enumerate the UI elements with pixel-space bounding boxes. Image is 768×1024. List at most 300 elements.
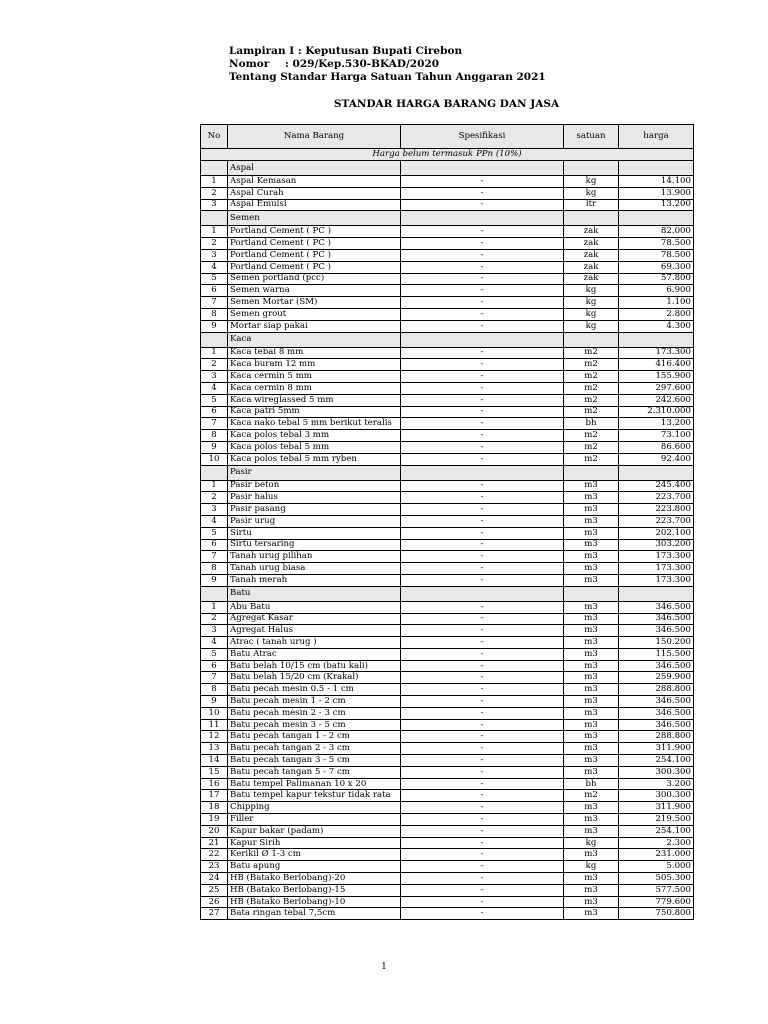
item-name: Batu pecah mesin 0.5 - 1 cm <box>228 684 401 696</box>
item-unit: m3 <box>564 563 619 575</box>
category-name: Semen <box>228 211 401 226</box>
item-spec: - <box>401 297 564 309</box>
item-unit: m3 <box>564 613 619 625</box>
item-unit: m3 <box>564 660 619 672</box>
item-price: 13.900 <box>619 187 694 199</box>
item-unit: m3 <box>564 766 619 778</box>
category-cell <box>201 586 228 601</box>
table-row <box>201 873 694 885</box>
item-price: 1.100 <box>619 297 694 309</box>
item-no: 1 <box>201 347 228 359</box>
item-unit: m2 <box>564 371 619 383</box>
item-no: 9 <box>201 574 228 586</box>
item-spec: - <box>401 371 564 383</box>
item-unit: zak <box>564 249 619 261</box>
table-row <box>201 637 694 649</box>
item-price: 5.000 <box>619 861 694 873</box>
item-price: 13.200 <box>619 418 694 430</box>
item-name: Pasir pasang <box>228 504 401 516</box>
item-no: 10 <box>201 707 228 719</box>
table-row <box>201 480 694 492</box>
item-no: 6 <box>201 285 228 297</box>
item-name: Batu belah 15/20 cm (Krakal) <box>228 672 401 684</box>
item-name: Pasir beton <box>228 480 401 492</box>
item-name: Kaca tebal 8 mm <box>228 347 401 359</box>
item-spec: - <box>401 527 564 539</box>
item-spec: - <box>401 731 564 743</box>
item-spec: - <box>401 873 564 885</box>
item-name: Batu pecah mesin 1 - 2 cm <box>228 696 401 708</box>
item-unit: m3 <box>564 849 619 861</box>
item-price: 2.300 <box>619 837 694 849</box>
item-unit: m2 <box>564 430 619 442</box>
item-price: 155.900 <box>619 371 694 383</box>
item-name: Semen portland (pcc) <box>228 273 401 285</box>
table-row <box>201 527 694 539</box>
item-no: 11 <box>201 719 228 731</box>
item-spec: - <box>401 637 564 649</box>
item-unit: m3 <box>564 896 619 908</box>
item-spec: - <box>401 908 564 920</box>
item-name: Kaca cermin 8 mm <box>228 382 401 394</box>
category-name: Pasir <box>228 465 401 480</box>
item-price: 78.500 <box>619 249 694 261</box>
item-no: 4 <box>201 382 228 394</box>
item-unit: kg <box>564 861 619 873</box>
item-name: Batu tempel Palimanan 10 x 20 <box>228 778 401 790</box>
item-price: 173.300 <box>619 551 694 563</box>
item-price: 242.600 <box>619 394 694 406</box>
category-cell <box>401 332 564 347</box>
item-name: Portland Cement ( PC ) <box>228 226 401 238</box>
item-price: 254.100 <box>619 825 694 837</box>
item-price: 346.500 <box>619 660 694 672</box>
table-row <box>201 492 694 504</box>
table-row <box>201 861 694 873</box>
item-spec: - <box>401 453 564 465</box>
item-name: Kaca polos tebal 5 mm ryben <box>228 453 401 465</box>
table-row <box>201 261 694 273</box>
item-no: 5 <box>201 527 228 539</box>
item-price: 346.500 <box>619 601 694 613</box>
item-no: 17 <box>201 790 228 802</box>
item-name: Batu pecah tangan 2 - 3 cm <box>228 743 401 755</box>
item-name: Portland Cement ( PC ) <box>228 261 401 273</box>
item-no: 5 <box>201 648 228 660</box>
item-name: Semen Mortar (SM) <box>228 297 401 309</box>
table-row <box>201 176 694 188</box>
item-no: 9 <box>201 696 228 708</box>
item-no: 9 <box>201 320 228 332</box>
table-row <box>201 696 694 708</box>
item-price: 2.800 <box>619 308 694 320</box>
table-row <box>201 539 694 551</box>
item-spec: - <box>401 441 564 453</box>
item-unit: m3 <box>564 802 619 814</box>
category-row <box>201 332 694 347</box>
item-spec: - <box>401 574 564 586</box>
item-name: Aspal Emulsi <box>228 199 401 211</box>
item-price: 173.300 <box>619 574 694 586</box>
table-row <box>201 672 694 684</box>
item-no: 8 <box>201 563 228 575</box>
tax-note: Harga belum termasuk PPn (10%) <box>201 149 694 161</box>
item-unit: m2 <box>564 441 619 453</box>
item-unit: kg <box>564 285 619 297</box>
item-unit: m3 <box>564 527 619 539</box>
item-name: Atrac ( tanah urug ) <box>228 637 401 649</box>
item-price: 346.500 <box>619 696 694 708</box>
item-spec: - <box>401 539 564 551</box>
item-spec: - <box>401 861 564 873</box>
item-price: 303.200 <box>619 539 694 551</box>
item-spec: - <box>401 515 564 527</box>
item-name: Kaca polos tebal 5 mm <box>228 441 401 453</box>
item-spec: - <box>401 719 564 731</box>
item-spec: - <box>401 684 564 696</box>
table-row <box>201 359 694 371</box>
item-price: 73.100 <box>619 430 694 442</box>
item-no: 7 <box>201 418 228 430</box>
item-name: Batu tempel kapur tekstur tidak rata <box>228 790 401 802</box>
table-row <box>201 371 694 383</box>
item-price: 173.300 <box>619 347 694 359</box>
item-spec: - <box>401 802 564 814</box>
item-unit: m3 <box>564 625 619 637</box>
item-spec: - <box>401 504 564 516</box>
item-spec: - <box>401 238 564 250</box>
item-unit: zak <box>564 226 619 238</box>
item-no: 1 <box>201 480 228 492</box>
table-row <box>201 574 694 586</box>
item-name: Kerikil Ø 1-3 cm <box>228 849 401 861</box>
item-no: 22 <box>201 849 228 861</box>
item-unit: zak <box>564 238 619 250</box>
table-row <box>201 802 694 814</box>
table-row <box>201 285 694 297</box>
table-row <box>201 187 694 199</box>
item-spec: - <box>401 884 564 896</box>
item-no: 10 <box>201 453 228 465</box>
item-name: Portland Cement ( PC ) <box>228 238 401 250</box>
item-unit: m2 <box>564 347 619 359</box>
item-name: Kaca cermin 5 mm <box>228 371 401 383</box>
category-cell <box>201 161 228 176</box>
item-unit: m3 <box>564 551 619 563</box>
table-row <box>201 347 694 359</box>
item-name: Batu pecah tangan 3 - 5 cm <box>228 755 401 767</box>
item-spec: - <box>401 707 564 719</box>
item-no: 16 <box>201 778 228 790</box>
item-unit: ltr <box>564 199 619 211</box>
item-price: 223.700 <box>619 515 694 527</box>
item-unit: m3 <box>564 492 619 504</box>
item-price: 115.500 <box>619 648 694 660</box>
item-price: 173.300 <box>619 563 694 575</box>
table-row <box>201 743 694 755</box>
table-row <box>201 563 694 575</box>
table-row <box>201 199 694 211</box>
item-no: 15 <box>201 766 228 778</box>
item-spec: - <box>401 672 564 684</box>
item-name: Batu pecah mesin 3 - 5 cm <box>228 719 401 731</box>
category-cell <box>401 211 564 226</box>
table-row <box>201 238 694 250</box>
item-no: 3 <box>201 625 228 637</box>
item-no: 20 <box>201 825 228 837</box>
item-no: 4 <box>201 261 228 273</box>
item-no: 7 <box>201 551 228 563</box>
item-price: 219.500 <box>619 814 694 826</box>
item-price: 346.500 <box>619 613 694 625</box>
item-unit: m3 <box>564 515 619 527</box>
item-price: 6.900 <box>619 285 694 297</box>
item-no: 4 <box>201 515 228 527</box>
table-row <box>201 778 694 790</box>
item-spec: - <box>401 896 564 908</box>
table-row <box>201 660 694 672</box>
item-name: Tanah urug biasa <box>228 563 401 575</box>
item-spec: - <box>401 563 564 575</box>
item-spec: - <box>401 814 564 826</box>
table-row <box>201 814 694 826</box>
category-row <box>201 586 694 601</box>
item-unit: m3 <box>564 814 619 826</box>
col-header-spec: Spesifikasi <box>401 125 564 149</box>
item-unit: zak <box>564 273 619 285</box>
item-no: 24 <box>201 873 228 885</box>
item-unit: m3 <box>564 884 619 896</box>
item-price: 13.200 <box>619 199 694 211</box>
item-no: 9 <box>201 441 228 453</box>
item-unit: m3 <box>564 480 619 492</box>
table-row <box>201 406 694 418</box>
item-name: Kapur Sirih <box>228 837 401 849</box>
item-name: HB (Batako Berlobang)-10 <box>228 896 401 908</box>
item-price: 92.400 <box>619 453 694 465</box>
item-unit: m3 <box>564 696 619 708</box>
category-cell <box>619 465 694 480</box>
item-price: 3.200 <box>619 778 694 790</box>
category-cell <box>564 211 619 226</box>
table-row <box>201 453 694 465</box>
item-no: 2 <box>201 613 228 625</box>
item-unit: m3 <box>564 637 619 649</box>
item-name: Aspal Curah <box>228 187 401 199</box>
item-spec: - <box>401 849 564 861</box>
item-no: 26 <box>201 896 228 908</box>
item-unit: m2 <box>564 453 619 465</box>
item-no: 2 <box>201 238 228 250</box>
table-row <box>201 908 694 920</box>
item-spec: - <box>401 320 564 332</box>
item-name: Semen warna <box>228 285 401 297</box>
item-no: 8 <box>201 430 228 442</box>
table-row <box>201 625 694 637</box>
header-line-nomor <box>229 58 546 71</box>
item-no: 23 <box>201 861 228 873</box>
item-name: Filler <box>228 814 401 826</box>
item-price: 311.900 <box>619 743 694 755</box>
table-row <box>201 297 694 309</box>
item-no: 21 <box>201 837 228 849</box>
item-no: 7 <box>201 672 228 684</box>
category-cell <box>619 211 694 226</box>
item-unit: m2 <box>564 359 619 371</box>
category-cell <box>401 586 564 601</box>
nomor-label: Nomor <box>229 58 270 70</box>
category-cell <box>564 332 619 347</box>
category-cell <box>564 161 619 176</box>
item-price: 2.310.000 <box>619 406 694 418</box>
item-unit: m2 <box>564 790 619 802</box>
col-header-name: Nama Barang <box>228 125 401 149</box>
table-row <box>201 884 694 896</box>
item-unit: m3 <box>564 601 619 613</box>
item-price: 14.100 <box>619 176 694 188</box>
item-spec: - <box>401 430 564 442</box>
item-spec: - <box>401 285 564 297</box>
item-no: 7 <box>201 297 228 309</box>
item-name: HB (Batako Berlobang)-15 <box>228 884 401 896</box>
item-name: Pasir halus <box>228 492 401 504</box>
item-unit: kg <box>564 187 619 199</box>
item-name: Batu belah 10/15 cm (batu kali) <box>228 660 401 672</box>
table-header-row <box>201 125 694 149</box>
item-spec: - <box>401 778 564 790</box>
item-unit: m3 <box>564 719 619 731</box>
category-cell <box>201 211 228 226</box>
item-unit: m3 <box>564 755 619 767</box>
item-unit: m2 <box>564 406 619 418</box>
item-spec: - <box>401 382 564 394</box>
item-unit: zak <box>564 261 619 273</box>
item-unit: m3 <box>564 684 619 696</box>
item-price: 4.300 <box>619 320 694 332</box>
item-spec: - <box>401 347 564 359</box>
item-price: 78.500 <box>619 238 694 250</box>
item-price: 259.900 <box>619 672 694 684</box>
item-spec: - <box>401 249 564 261</box>
document-header <box>229 45 546 84</box>
table-row <box>201 790 694 802</box>
item-price: 297.600 <box>619 382 694 394</box>
item-name: Kaca patri 5mm <box>228 406 401 418</box>
item-price: 416.400 <box>619 359 694 371</box>
table-row <box>201 719 694 731</box>
item-no: 14 <box>201 755 228 767</box>
item-price: 69.300 <box>619 261 694 273</box>
item-spec: - <box>401 648 564 660</box>
item-unit: m2 <box>564 394 619 406</box>
category-cell <box>564 465 619 480</box>
category-name: Kaca <box>228 332 401 347</box>
item-spec: - <box>401 394 564 406</box>
header-line-tentang: Tentang Standar Harga Satuan Tahun Anggaran 2021 <box>229 71 546 83</box>
item-price: 300.300 <box>619 766 694 778</box>
item-spec: - <box>401 480 564 492</box>
col-header-price: harga <box>619 125 694 149</box>
item-no: 2 <box>201 187 228 199</box>
item-no: 5 <box>201 273 228 285</box>
item-spec: - <box>401 359 564 371</box>
nomor-value: : 029/Kep.530-BKAD/2020 <box>285 58 440 70</box>
category-cell <box>201 465 228 480</box>
item-unit: kg <box>564 320 619 332</box>
item-spec: - <box>401 696 564 708</box>
table-row <box>201 308 694 320</box>
item-price: 288.800 <box>619 731 694 743</box>
category-row <box>201 161 694 176</box>
item-no: 3 <box>201 249 228 261</box>
category-cell <box>401 161 564 176</box>
category-cell <box>619 161 694 176</box>
item-spec: - <box>401 406 564 418</box>
category-row <box>201 465 694 480</box>
item-no: 6 <box>201 660 228 672</box>
item-price: 750.800 <box>619 908 694 920</box>
table-row <box>201 249 694 261</box>
table-row <box>201 320 694 332</box>
item-name: Portland Cement ( PC ) <box>228 249 401 261</box>
table-row <box>201 896 694 908</box>
item-unit: kg <box>564 297 619 309</box>
table-row <box>201 226 694 238</box>
table-row <box>201 731 694 743</box>
item-name: Batu pecah tangan 5 - 7 cm <box>228 766 401 778</box>
item-price: 779.600 <box>619 896 694 908</box>
item-unit: m3 <box>564 731 619 743</box>
item-price: 82.000 <box>619 226 694 238</box>
item-name: Mortar siap pakai <box>228 320 401 332</box>
item-name: Batu pecah tangan 1 - 2 cm <box>228 731 401 743</box>
item-no: 2 <box>201 492 228 504</box>
item-no: 6 <box>201 539 228 551</box>
page-number: 1 <box>381 962 387 972</box>
item-unit: bh <box>564 418 619 430</box>
item-name: Kaca nako tebal 5 mm berikut teralis <box>228 418 401 430</box>
item-price: 245.400 <box>619 480 694 492</box>
item-name: Pasir urug <box>228 515 401 527</box>
item-spec: - <box>401 418 564 430</box>
item-name: Abu Batu <box>228 601 401 613</box>
item-spec: - <box>401 261 564 273</box>
item-spec: - <box>401 613 564 625</box>
item-price: 86.600 <box>619 441 694 453</box>
item-name: Kaca polos tebal 3 mm <box>228 430 401 442</box>
category-cell <box>201 332 228 347</box>
item-price: 346.500 <box>619 707 694 719</box>
item-price: 311.900 <box>619 802 694 814</box>
item-unit: kg <box>564 176 619 188</box>
header-line-lampiran: Lampiran I : Keputusan Bupati Cirebon <box>229 45 463 57</box>
item-unit: m3 <box>564 743 619 755</box>
tax-note-row <box>201 149 694 161</box>
item-spec: - <box>401 625 564 637</box>
item-spec: - <box>401 226 564 238</box>
item-price: 577.500 <box>619 884 694 896</box>
page-title: STANDAR HARGA BARANG DAN JASA <box>333 98 560 110</box>
item-spec: - <box>401 199 564 211</box>
table-row <box>201 504 694 516</box>
item-unit: m3 <box>564 672 619 684</box>
category-cell <box>401 465 564 480</box>
item-price: 346.500 <box>619 719 694 731</box>
table-row <box>201 648 694 660</box>
item-no: 27 <box>201 908 228 920</box>
item-unit: m3 <box>564 539 619 551</box>
item-price: 346.500 <box>619 625 694 637</box>
